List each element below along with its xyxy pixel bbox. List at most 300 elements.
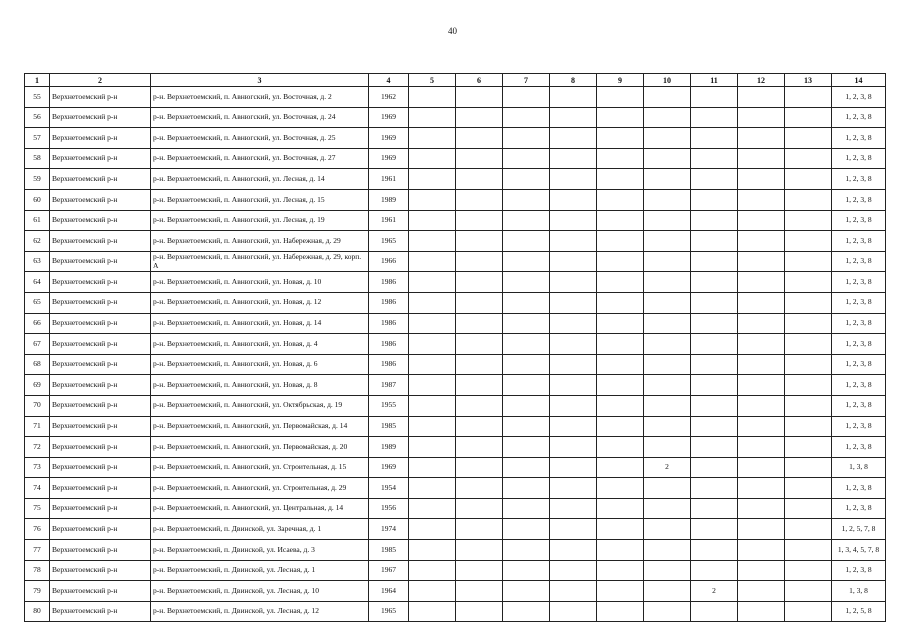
col8-cell [550, 107, 597, 128]
col11-cell [691, 498, 738, 519]
col6-cell [456, 519, 503, 540]
column-header-1: 1 [25, 74, 50, 87]
col11-cell [691, 416, 738, 437]
district-cell: Верхнетоемский р-н [50, 87, 151, 108]
row-number-cell: 69 [25, 375, 50, 396]
col6-cell [456, 560, 503, 581]
col12-cell [738, 148, 785, 169]
col6-cell [456, 189, 503, 210]
table-row [25, 87, 886, 108]
col11-cell [691, 313, 738, 334]
row-number-cell: 80 [25, 601, 50, 622]
col8-cell [550, 540, 597, 561]
page-number: 40 [448, 26, 457, 36]
district-cell: Верхнетоемский р-н [50, 231, 151, 252]
table-row [25, 375, 886, 396]
col7-cell [503, 601, 550, 622]
col8-cell [550, 169, 597, 190]
column-header-8: 8 [550, 74, 597, 87]
col6-cell [456, 128, 503, 149]
col9-cell [597, 272, 644, 293]
address-cell: р-н. Верхнетоемский, п. Авнюгский, ул. Восточная, д. 27 [151, 148, 369, 169]
col13-cell [785, 128, 832, 149]
address-cell: р-н. Верхнетоемский, п. Авнюгский, ул. Октябрьская, д. 19 [151, 395, 369, 416]
col9-cell [597, 457, 644, 478]
col12-cell [738, 416, 785, 437]
col10-cell [644, 128, 691, 149]
year-cell: 1986 [369, 272, 409, 293]
year-cell: 1986 [369, 354, 409, 375]
col6-cell [456, 375, 503, 396]
col9-cell [597, 581, 644, 602]
district-cell: Верхнетоемский р-н [50, 519, 151, 540]
district-cell: Верхнетоемский р-н [50, 601, 151, 622]
col10-cell [644, 272, 691, 293]
col7-cell [503, 581, 550, 602]
col12-cell [738, 437, 785, 458]
col5-cell [409, 560, 456, 581]
col6-cell [456, 457, 503, 478]
address-cell: р-н. Верхнетоемский, п. Авнюгский, ул. Новая, д. 8 [151, 375, 369, 396]
col13-cell [785, 519, 832, 540]
col9-cell [597, 210, 644, 231]
col7-cell [503, 148, 550, 169]
table-row [25, 498, 886, 519]
col11-cell [691, 560, 738, 581]
table-row [25, 128, 886, 149]
col12-cell [738, 395, 785, 416]
col6-cell [456, 395, 503, 416]
district-cell: Верхнетоемский р-н [50, 313, 151, 334]
table-row [25, 457, 886, 478]
year-cell: 1967 [369, 560, 409, 581]
col6-cell [456, 601, 503, 622]
col13-cell [785, 601, 832, 622]
col5-cell [409, 313, 456, 334]
col5-cell [409, 395, 456, 416]
year-cell: 1961 [369, 169, 409, 190]
col13-cell [785, 498, 832, 519]
column-header-5: 5 [409, 74, 456, 87]
col8-cell [550, 148, 597, 169]
col13-cell [785, 540, 832, 561]
row-number-cell: 74 [25, 478, 50, 499]
col7-cell [503, 107, 550, 128]
table-row [25, 354, 886, 375]
col13-cell [785, 231, 832, 252]
row-number-cell: 67 [25, 334, 50, 355]
row-number-cell: 70 [25, 395, 50, 416]
col9-cell [597, 128, 644, 149]
col7-cell [503, 272, 550, 293]
row-number-cell: 76 [25, 519, 50, 540]
col9-cell [597, 416, 644, 437]
col9-cell [597, 375, 644, 396]
column-header-12: 12 [738, 74, 785, 87]
housing-registry-table [24, 73, 886, 622]
col10-cell [644, 416, 691, 437]
col5-cell [409, 169, 456, 190]
year-cell: 1964 [369, 581, 409, 602]
col5-cell [409, 437, 456, 458]
year-cell: 1969 [369, 457, 409, 478]
col5-cell [409, 519, 456, 540]
col12-cell [738, 210, 785, 231]
col14-cell: 1, 2, 3, 8 [832, 231, 886, 252]
row-number-cell: 56 [25, 107, 50, 128]
col7-cell [503, 375, 550, 396]
address-cell: р-н. Верхнетоемский, п. Двинской, ул. Лесная, д. 12 [151, 601, 369, 622]
col9-cell [597, 251, 644, 272]
table-row [25, 601, 886, 622]
row-number-cell: 79 [25, 581, 50, 602]
col7-cell [503, 560, 550, 581]
col9-cell [597, 540, 644, 561]
table-row [25, 169, 886, 190]
col6-cell [456, 498, 503, 519]
col12-cell [738, 375, 785, 396]
col7-cell [503, 292, 550, 313]
table-row [25, 581, 886, 602]
col14-cell: 1, 2, 3, 8 [832, 395, 886, 416]
col9-cell [597, 498, 644, 519]
district-cell: Верхнетоемский р-н [50, 210, 151, 231]
district-cell: Верхнетоемский р-н [50, 251, 151, 272]
col13-cell [785, 87, 832, 108]
col12-cell [738, 601, 785, 622]
col6-cell [456, 334, 503, 355]
col8-cell [550, 581, 597, 602]
row-number-cell: 59 [25, 169, 50, 190]
year-cell: 1989 [369, 437, 409, 458]
col12-cell [738, 231, 785, 252]
col10-cell [644, 375, 691, 396]
col6-cell [456, 251, 503, 272]
col13-cell [785, 210, 832, 231]
col9-cell [597, 148, 644, 169]
district-cell: Верхнетоемский р-н [50, 395, 151, 416]
col10-cell [644, 540, 691, 561]
column-header-3: 3 [151, 74, 369, 87]
col10-cell [644, 148, 691, 169]
col6-cell [456, 87, 503, 108]
district-cell: Верхнетоемский р-н [50, 581, 151, 602]
year-cell: 1974 [369, 519, 409, 540]
col9-cell [597, 189, 644, 210]
col8-cell [550, 560, 597, 581]
col8-cell [550, 437, 597, 458]
col14-cell: 1, 2, 3, 8 [832, 498, 886, 519]
col13-cell [785, 272, 832, 293]
col13-cell [785, 334, 832, 355]
address-cell: р-н. Верхнетоемский, п. Авнюгский, ул. Лесная, д. 15 [151, 189, 369, 210]
year-cell: 1985 [369, 540, 409, 561]
row-number-cell: 77 [25, 540, 50, 561]
col12-cell [738, 292, 785, 313]
row-number-cell: 58 [25, 148, 50, 169]
col7-cell [503, 478, 550, 499]
address-cell: р-н. Верхнетоемский, п. Авнюгский, ул. Лесная, д. 14 [151, 169, 369, 190]
col11-cell [691, 519, 738, 540]
col8-cell [550, 189, 597, 210]
col13-cell [785, 107, 832, 128]
address-cell: р-н. Верхнетоемский, п. Авнюгский, ул. Строительная, д. 15 [151, 457, 369, 478]
col10-cell [644, 478, 691, 499]
col12-cell [738, 560, 785, 581]
table-row [25, 437, 886, 458]
col10-cell [644, 169, 691, 190]
district-cell: Верхнетоемский р-н [50, 107, 151, 128]
col9-cell [597, 478, 644, 499]
col9-cell [597, 292, 644, 313]
col7-cell [503, 251, 550, 272]
col13-cell [785, 437, 832, 458]
col10-cell [644, 437, 691, 458]
col11-cell [691, 375, 738, 396]
col6-cell [456, 169, 503, 190]
col6-cell [456, 478, 503, 499]
col10-cell [644, 231, 691, 252]
col12-cell [738, 169, 785, 190]
address-cell: р-н. Верхнетоемский, п. Авнюгский, ул. Строительная, д. 29 [151, 478, 369, 499]
col8-cell [550, 251, 597, 272]
col6-cell [456, 581, 503, 602]
district-cell: Верхнетоемский р-н [50, 354, 151, 375]
col13-cell [785, 395, 832, 416]
col7-cell [503, 437, 550, 458]
col12-cell [738, 334, 785, 355]
year-cell: 1969 [369, 107, 409, 128]
col13-cell [785, 581, 832, 602]
col12-cell [738, 354, 785, 375]
table-row [25, 189, 886, 210]
col6-cell [456, 540, 503, 561]
col7-cell [503, 169, 550, 190]
address-cell: р-н. Верхнетоемский, п. Авнюгский, ул. Новая, д. 14 [151, 313, 369, 334]
col8-cell [550, 292, 597, 313]
col11-cell [691, 169, 738, 190]
address-cell: р-н. Верхнетоемский, п. Авнюгский, ул. Набережная, д. 29 [151, 231, 369, 252]
col10-cell [644, 313, 691, 334]
col7-cell [503, 457, 550, 478]
year-cell: 1969 [369, 148, 409, 169]
address-cell: р-н. Верхнетоемский, п. Авнюгский, ул. Первомайская, д. 20 [151, 437, 369, 458]
col10-cell [644, 581, 691, 602]
col10-cell [644, 87, 691, 108]
year-cell: 1956 [369, 498, 409, 519]
col5-cell [409, 272, 456, 293]
district-cell: Верхнетоемский р-н [50, 560, 151, 581]
col13-cell [785, 560, 832, 581]
address-cell: р-н. Верхнетоемский, п. Авнюгский, ул. Лесная, д. 19 [151, 210, 369, 231]
col14-cell: 1, 2, 3, 8 [832, 334, 886, 355]
column-header-13: 13 [785, 74, 832, 87]
col10-cell [644, 519, 691, 540]
col11-cell [691, 457, 738, 478]
col5-cell [409, 416, 456, 437]
row-number-cell: 57 [25, 128, 50, 149]
row-number-cell: 55 [25, 87, 50, 108]
address-cell: р-н. Верхнетоемский, п. Авнюгский, ул. Центральная, д. 14 [151, 498, 369, 519]
col7-cell [503, 354, 550, 375]
col8-cell [550, 334, 597, 355]
col7-cell [503, 210, 550, 231]
col14-cell: 1, 2, 3, 8 [832, 292, 886, 313]
col8-cell [550, 416, 597, 437]
table-row [25, 395, 886, 416]
col10-cell [644, 292, 691, 313]
column-header-4: 4 [369, 74, 409, 87]
col8-cell [550, 395, 597, 416]
col7-cell [503, 231, 550, 252]
col6-cell [456, 437, 503, 458]
col5-cell [409, 375, 456, 396]
row-number-cell: 64 [25, 272, 50, 293]
col5-cell [409, 251, 456, 272]
col5-cell [409, 189, 456, 210]
col13-cell [785, 375, 832, 396]
year-cell: 1986 [369, 313, 409, 334]
col8-cell [550, 375, 597, 396]
col6-cell [456, 210, 503, 231]
row-number-cell: 65 [25, 292, 50, 313]
col6-cell [456, 272, 503, 293]
col11-cell [691, 189, 738, 210]
col12-cell [738, 87, 785, 108]
address-cell: р-н. Верхнетоемский, п. Авнюгский, ул. Новая, д. 6 [151, 354, 369, 375]
col14-cell: 1, 2, 5, 7, 8 [832, 519, 886, 540]
col6-cell [456, 231, 503, 252]
col13-cell [785, 148, 832, 169]
col9-cell [597, 334, 644, 355]
col8-cell [550, 128, 597, 149]
col14-cell: 1, 2, 3, 8 [832, 560, 886, 581]
col14-cell: 1, 2, 3, 8 [832, 272, 886, 293]
row-number-cell: 73 [25, 457, 50, 478]
col10-cell [644, 560, 691, 581]
col11-cell [691, 210, 738, 231]
col14-cell: 1, 2, 3, 8 [832, 478, 886, 499]
col14-cell: 1, 2, 3, 8 [832, 416, 886, 437]
district-cell: Верхнетоемский р-н [50, 334, 151, 355]
row-number-cell: 71 [25, 416, 50, 437]
table-row [25, 210, 886, 231]
col14-cell: 1, 2, 3, 8 [832, 251, 886, 272]
col11-cell [691, 128, 738, 149]
col9-cell [597, 437, 644, 458]
address-cell: р-н. Верхнетоемский, п. Авнюгский, ул. Новая, д. 4 [151, 334, 369, 355]
col11-cell [691, 87, 738, 108]
table-row [25, 519, 886, 540]
col14-cell: 1, 2, 3, 8 [832, 210, 886, 231]
col12-cell [738, 313, 785, 334]
table-row [25, 416, 886, 437]
col14-cell: 1, 2, 5, 8 [832, 601, 886, 622]
year-cell: 1955 [369, 395, 409, 416]
col12-cell [738, 272, 785, 293]
table-row [25, 334, 886, 355]
col6-cell [456, 354, 503, 375]
row-number-cell: 68 [25, 354, 50, 375]
col13-cell [785, 251, 832, 272]
year-cell: 1966 [369, 251, 409, 272]
col6-cell [456, 148, 503, 169]
district-cell: Верхнетоемский р-н [50, 498, 151, 519]
col11-cell [691, 437, 738, 458]
col11-cell [691, 354, 738, 375]
district-cell: Верхнетоемский р-н [50, 478, 151, 499]
col14-cell: 1, 3, 8 [832, 457, 886, 478]
col13-cell [785, 354, 832, 375]
year-cell: 1989 [369, 189, 409, 210]
col5-cell [409, 581, 456, 602]
col14-cell: 1, 2, 3, 8 [832, 107, 886, 128]
col14-cell: 1, 3, 8 [832, 581, 886, 602]
col9-cell [597, 231, 644, 252]
col5-cell [409, 334, 456, 355]
col7-cell [503, 416, 550, 437]
col8-cell [550, 210, 597, 231]
col14-cell: 1, 2, 3, 8 [832, 87, 886, 108]
col11-cell [691, 231, 738, 252]
col7-cell [503, 395, 550, 416]
col14-cell: 1, 3, 4, 5, 7, 8 [832, 540, 886, 561]
col12-cell [738, 457, 785, 478]
col7-cell [503, 540, 550, 561]
col14-cell: 1, 2, 3, 8 [832, 169, 886, 190]
col5-cell [409, 540, 456, 561]
col8-cell [550, 519, 597, 540]
address-cell: р-н. Верхнетоемский, п. Двинской, ул. Заречная, д. 1 [151, 519, 369, 540]
col8-cell [550, 498, 597, 519]
col9-cell [597, 313, 644, 334]
year-cell: 1969 [369, 128, 409, 149]
district-cell: Верхнетоемский р-н [50, 457, 151, 478]
col14-cell: 1, 2, 3, 8 [832, 437, 886, 458]
col12-cell [738, 251, 785, 272]
col6-cell [456, 292, 503, 313]
col7-cell [503, 128, 550, 149]
col5-cell [409, 148, 456, 169]
row-number-cell: 72 [25, 437, 50, 458]
column-header-14: 14 [832, 74, 886, 87]
col8-cell [550, 313, 597, 334]
col14-cell: 1, 2, 3, 8 [832, 354, 886, 375]
col13-cell [785, 457, 832, 478]
district-cell: Верхнетоемский р-н [50, 292, 151, 313]
district-cell: Верхнетоемский р-н [50, 437, 151, 458]
col14-cell: 1, 2, 3, 8 [832, 375, 886, 396]
col10-cell [644, 210, 691, 231]
district-cell: Верхнетоемский р-н [50, 128, 151, 149]
col10-cell [644, 395, 691, 416]
col12-cell [738, 581, 785, 602]
address-cell: р-н. Верхнетоемский, п. Авнюгский, ул. Новая, д. 12 [151, 292, 369, 313]
year-cell: 1986 [369, 292, 409, 313]
column-header-7: 7 [503, 74, 550, 87]
col5-cell [409, 231, 456, 252]
col5-cell [409, 354, 456, 375]
col12-cell [738, 107, 785, 128]
col12-cell [738, 478, 785, 499]
table-header-row [25, 74, 886, 87]
year-cell: 1986 [369, 334, 409, 355]
col7-cell [503, 334, 550, 355]
row-number-cell: 75 [25, 498, 50, 519]
district-cell: Верхнетоемский р-н [50, 540, 151, 561]
table-row [25, 107, 886, 128]
col11-cell [691, 251, 738, 272]
